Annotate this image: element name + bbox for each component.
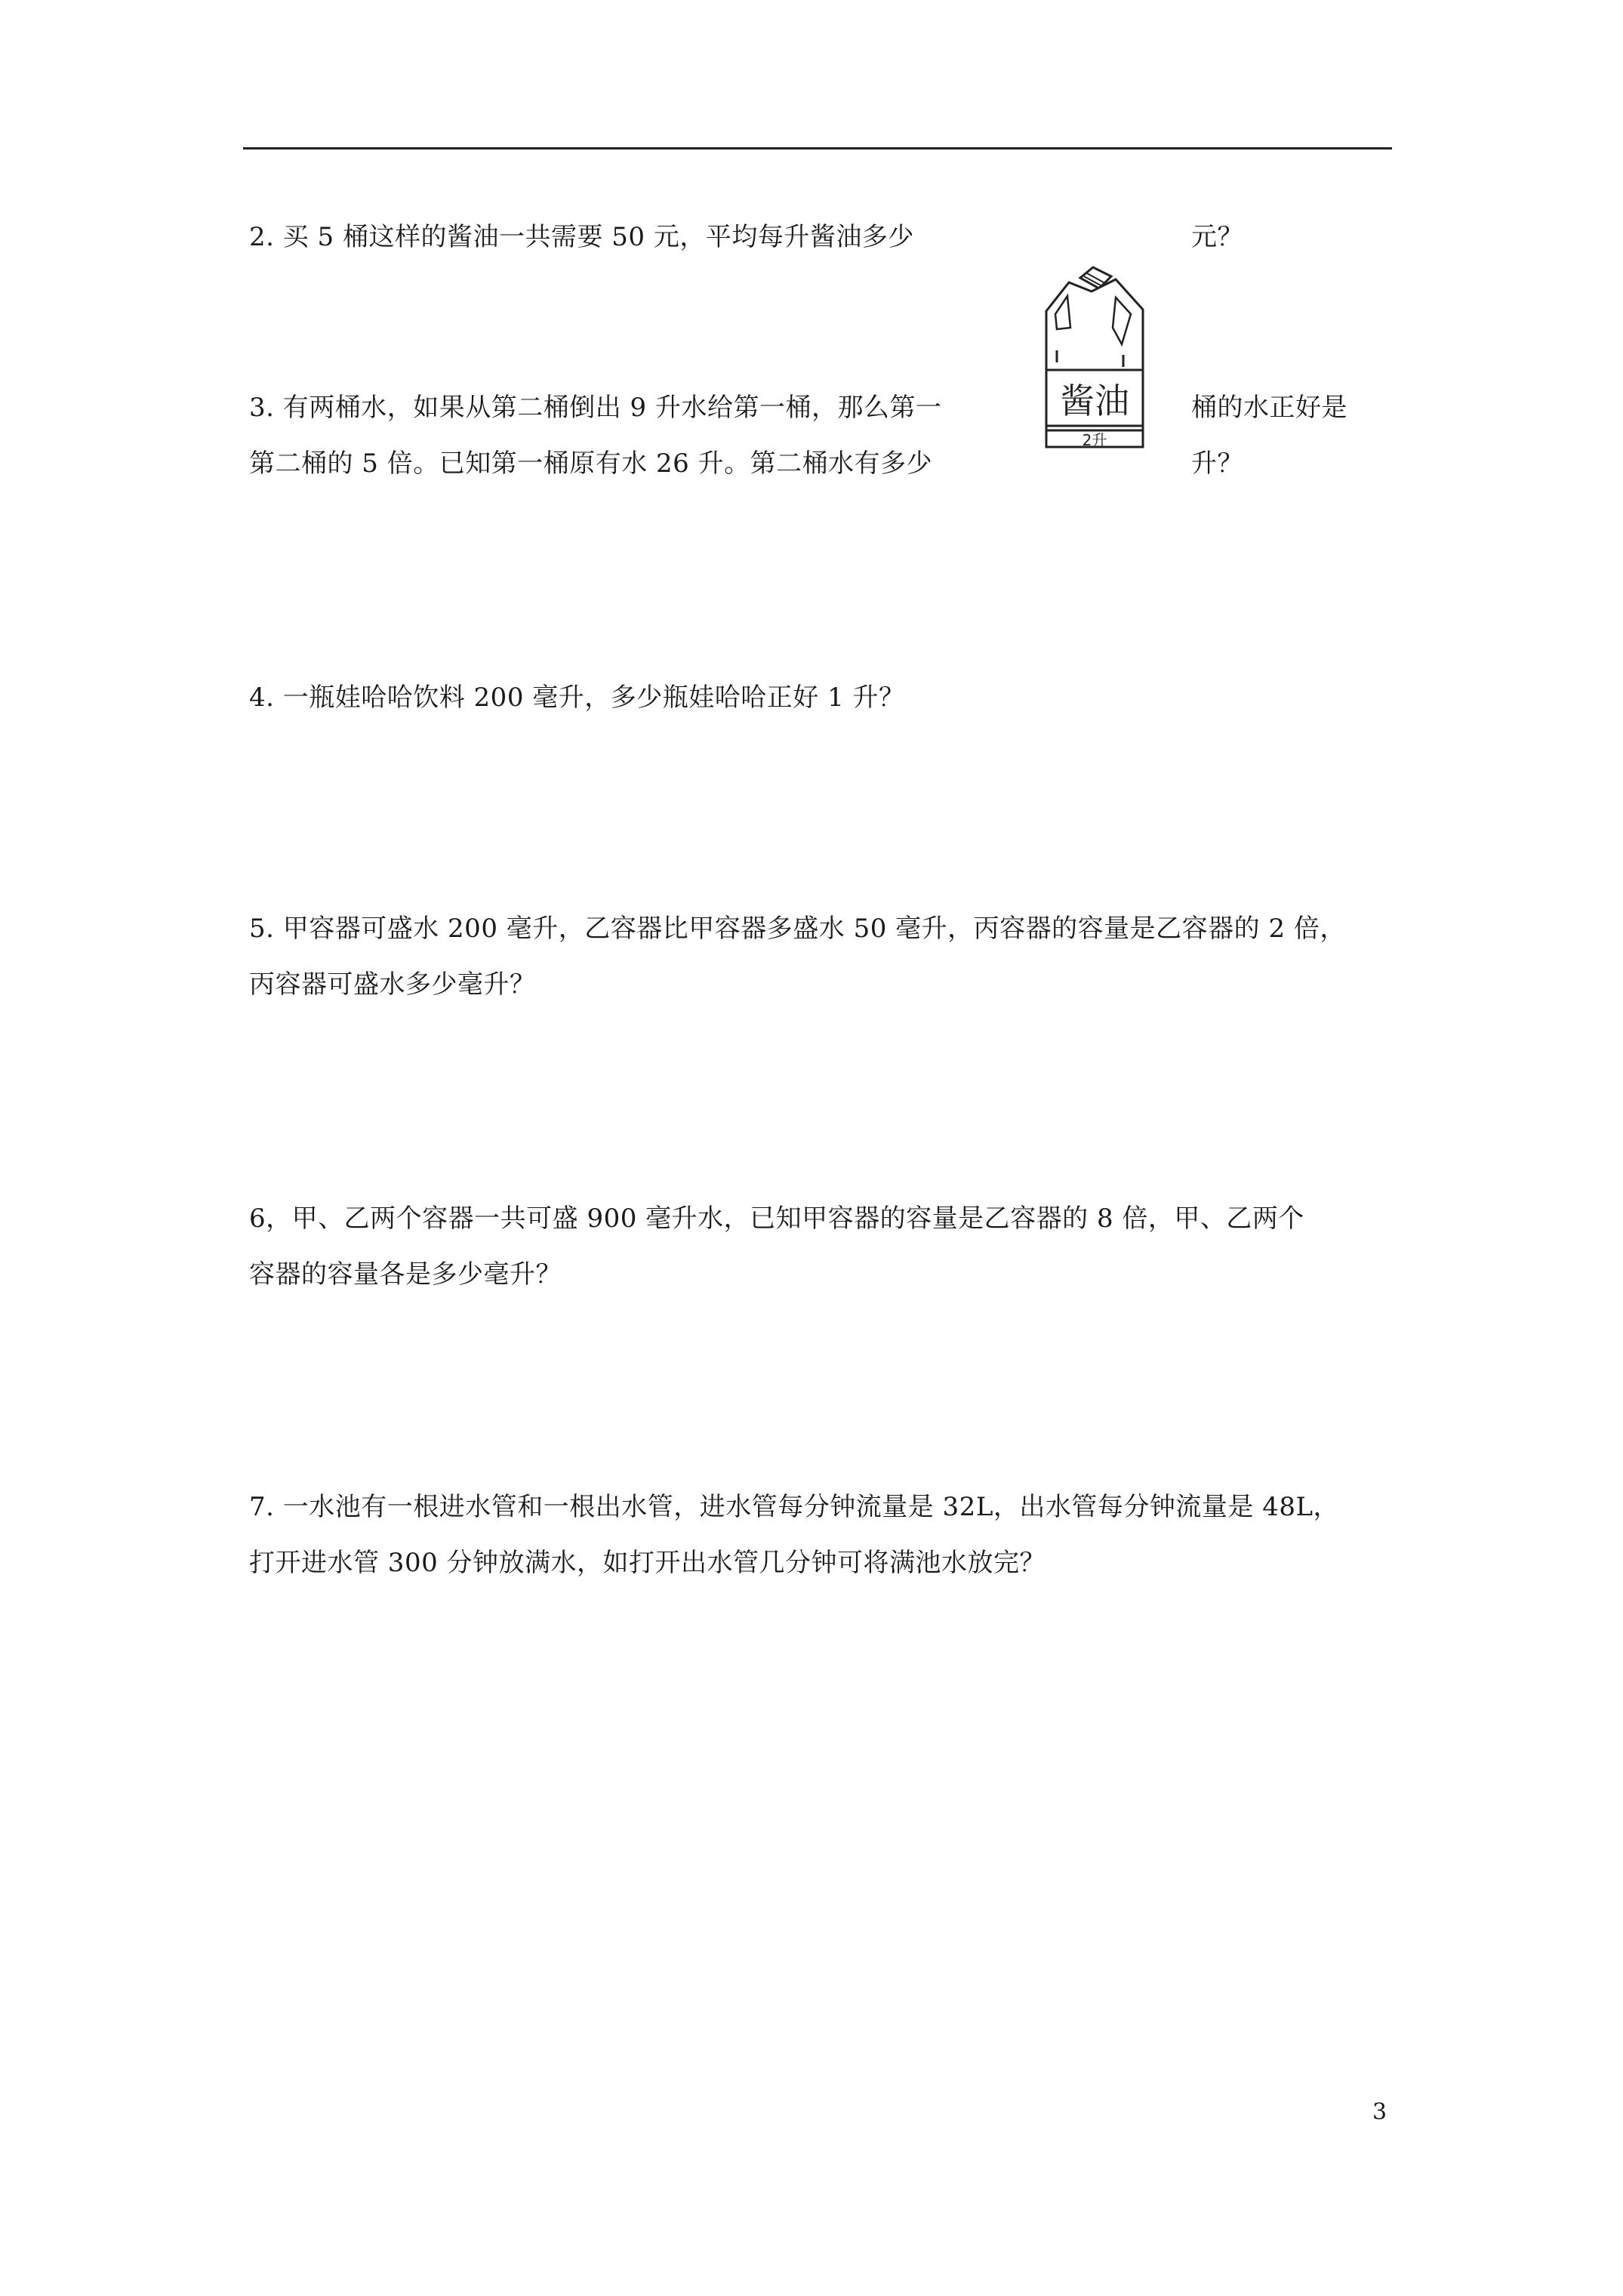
problem-5-line-1: 5. 甲容器可盛水 200 毫升，乙容器比甲容器多盛水 50 毫升，丙容器的容量是乙容器的 2 倍， bbox=[249, 914, 1346, 944]
soy-sauce-bottle-figure bbox=[1039, 266, 1152, 451]
problem-3-line-2: 第二桶的 5 倍。已知第一桶原有水 26 升。第二桶水有多少 bbox=[249, 448, 933, 479]
bottle-label-text: 酱油 bbox=[1060, 381, 1129, 421]
problem-2-line-1-end: 元？ bbox=[1191, 222, 1243, 252]
problem-7-line-2: 打开进水管 300 分钟放满水，如打开出水管几分钟可将满池水放完？ bbox=[249, 1548, 1046, 1578]
problem-3-line-2-end: 升？ bbox=[1191, 448, 1243, 479]
problem-6-line-1: 6，甲、乙两个容器一共可盛 900 毫升水，已知甲容器的容量是乙容器的 8 倍，甲、乙两个 bbox=[249, 1203, 1304, 1234]
problem-4-line-1: 4. 一瓶娃哈哈饮料 200 毫升，多少瓶娃哈哈正好 1 升？ bbox=[249, 683, 905, 713]
problem-3-line-1: 3. 有两桶水，如果从第二桶倒出 9 升水给第一桶，那么第一 bbox=[249, 393, 942, 423]
header-rule bbox=[243, 147, 1392, 149]
problem-6-line-2: 容器的容量各是多少毫升？ bbox=[249, 1259, 562, 1290]
problem-2-line-1: 2. 买 5 桶这样的酱油一共需要 50 元，平均每升酱油多少 bbox=[249, 222, 914, 252]
problem-5-line-2: 丙容器可盛水多少毫升？ bbox=[249, 969, 536, 1000]
problem-7-line-1: 7. 一水池有一根进水管和一根出水管，进水管每分钟流量是 32L，出水管每分钟流量是 48L， bbox=[249, 1492, 1340, 1522]
bottle-volume-text: 2升 bbox=[1082, 431, 1107, 449]
problem-3-line-1-end: 桶的水正好是 bbox=[1191, 393, 1347, 423]
page-number: 3 bbox=[1372, 2099, 1387, 2125]
